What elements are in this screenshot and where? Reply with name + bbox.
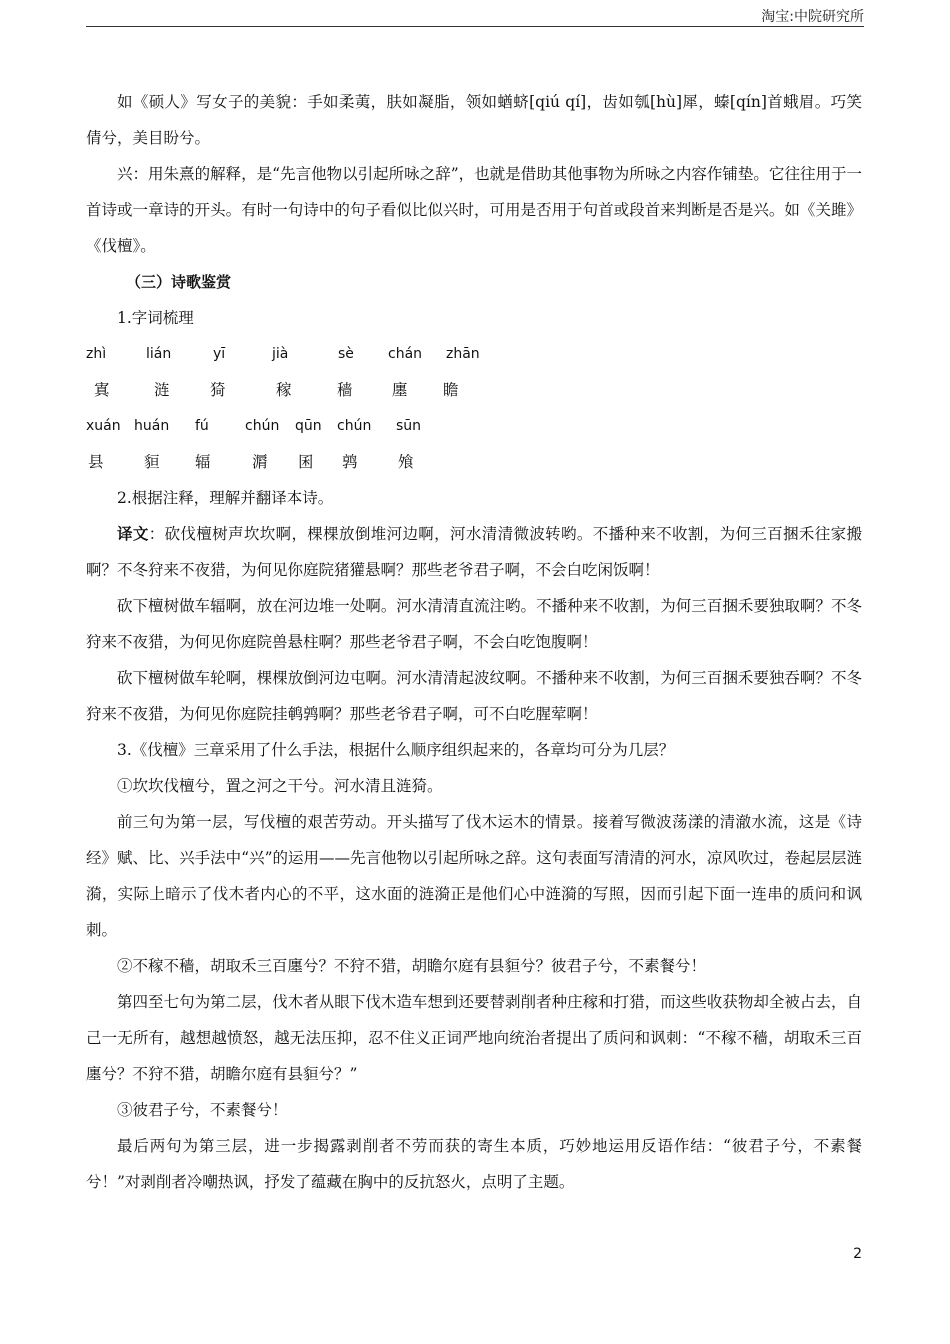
document-body: [86, 84, 862, 1200]
character: 稼: [276, 381, 292, 399]
character: 猗: [210, 381, 226, 399]
character: 漘: [252, 453, 268, 471]
pinyin: lián: [146, 346, 172, 362]
character: 瞻: [443, 381, 459, 399]
translation-paragraph: 砍下檀树做车辐啊，放在河边堆一处啊。河水清清直流注哟。不播种来不收割，为何三百捆禾要独取啊？不冬狩来不夜猎，为何见你庭院兽悬柱啊？那些老爷君子啊，不会白吃饱腹啊！: [86, 597, 862, 651]
character: 辐: [195, 453, 211, 471]
translation-text: ：砍伐檀树声坎坎啊，棵棵放倒堆河边啊，河水清清微波转哟。不播种来不收割，为何三百捆禾往家搬啊？不冬狩来不夜猎，为何见你庭院猪獾悬啊？那些老爷君子啊，不会白吃闲饭啊！: [86, 525, 862, 579]
analysis-paragraph: 最后两句为第三层，进一步揭露剥削者不劳而获的寄生本质，巧妙地运用反语作结：“彼君子兮，不素餐兮！”对剥削者冷嘲热讽，抒发了蕴藏在胸中的反抗怒火，点明了主题。: [86, 1137, 862, 1191]
pinyin: jià: [272, 346, 289, 362]
poem-line: ③彼君子兮，不素餐兮！: [117, 1101, 288, 1119]
character: 囷: [298, 453, 314, 471]
pinyin: chún: [337, 418, 372, 434]
question-title: 3.《伐檀》三章采用了什么手法，根据什么顺序组织起来的，各章均可分为几层？: [117, 741, 675, 759]
header-rule: [86, 26, 864, 27]
pinyin: chán: [388, 346, 423, 362]
character: 穑: [337, 381, 353, 399]
section-heading: （三）诗歌鉴赏: [126, 273, 232, 291]
pinyin: zhān: [446, 346, 480, 362]
pinyin-row: [86, 408, 862, 444]
pinyin: xuán: [86, 418, 121, 434]
pinyin: sè: [338, 346, 354, 362]
paragraph: 如《硕人》写女子的美貌：手如柔荑，肤如凝脂，领如蝤蛴[qiú qí]，齿如瓠[hù]犀，螓[qín]首蛾眉。巧笑倩兮，美目盼兮。: [86, 93, 862, 147]
poem-line: ①坎坎伐檀兮，置之河之干兮。河水清且涟猗。: [117, 777, 443, 795]
character: 鹑: [342, 453, 358, 471]
character: 涟: [154, 381, 170, 399]
header-source: 淘宝:中院研究所: [761, 9, 864, 25]
pinyin: sūn: [396, 418, 422, 434]
paragraph: 兴：用朱熹的解释，是“先言他物以引起所咏之辞”，也就是借助其他事物为所咏之内容作铺垫。它往往用于一首诗或一章诗的开头。有时一句诗中的句子看似比似兴时，可用是否用于句首或段首来判断是否是兴。如《关雎》《伐檀》。: [86, 165, 862, 255]
analysis-paragraph: 前三句为第一层，写伐檀的艰苦劳动。开头描写了伐木运木的情景。接着写微波荡漾的清澈水流，这是《诗经》赋、比、兴手法中“兴”的运用——先言他物以引起所咏之辞。这句表面写清清的河水，凉风吹过，卷起层层涟漪，实际上暗示了伐木者内心的不平，这水面的涟漪正是他们心中涟漪的写照，因而引起下面一连串的质问和讽刺。: [86, 813, 862, 939]
poem-line: ②不稼不穑，胡取禾三百廛兮？不狩不猎，胡瞻尔庭有县貆兮？彼君子兮，不素餐兮！: [117, 957, 707, 975]
pinyin: huán: [134, 418, 170, 434]
character: 貆: [144, 453, 160, 471]
question-title: 2.根据注释，理解并翻译本诗。: [117, 489, 334, 507]
character: 寘: [94, 381, 110, 399]
character: 飧: [398, 453, 414, 471]
question-title: 1.字词梳理: [117, 309, 194, 327]
pinyin: yī: [213, 346, 226, 362]
character-row: [86, 372, 862, 408]
translation-label: 译文: [117, 524, 149, 543]
analysis-paragraph: 第四至七句为第二层，伐木者从眼下伐木造车想到还要替剥削者种庄稼和打猎，而这些收获物却全被占去，自己一无所有，越想越愤怒，越无法压抑，忍不住义正词严地向统治者提出了质问和讽刺：“不稼不穑，胡取禾三百廛兮？不狩不猎，胡瞻尔庭有县貆兮？”: [86, 993, 862, 1083]
character-row: [86, 444, 862, 480]
page-number: 2: [853, 1246, 862, 1262]
translation-paragraph: 砍下檀树做车轮啊，棵棵放倒河边屯啊。河水清清起波纹啊。不播种来不收割，为何三百捆禾要独吞啊？不冬狩来不夜猎，为何见你庭院挂鹌鹑啊？那些老爷君子啊，可不白吃腥荤啊！: [86, 669, 862, 723]
pinyin: chún: [245, 418, 280, 434]
pinyin-row: [86, 336, 862, 372]
character: 县: [88, 453, 104, 471]
pinyin: fú: [195, 418, 209, 434]
character: 廛: [392, 381, 408, 399]
pinyin: qūn: [295, 418, 322, 434]
translation-paragraph: [86, 516, 862, 588]
pinyin: zhì: [86, 346, 107, 362]
